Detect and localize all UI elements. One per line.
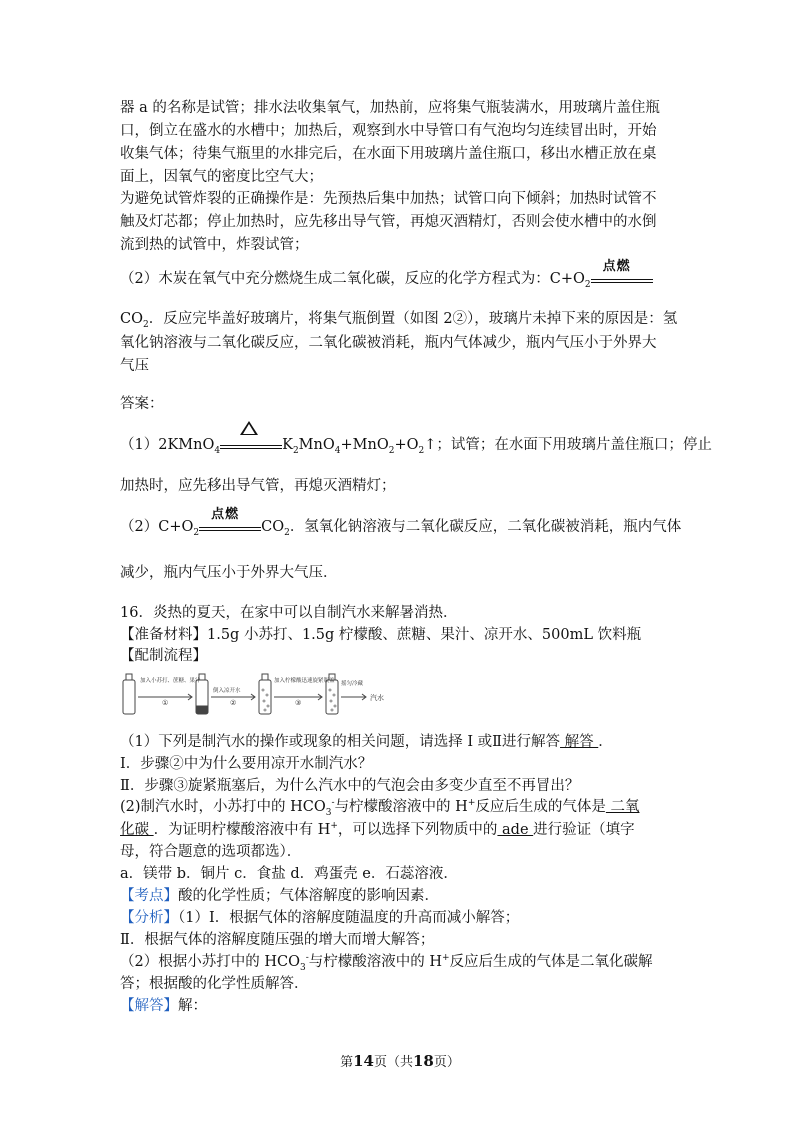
bottle-cap-icon (126, 674, 132, 680)
step2-label: ② (230, 699, 237, 707)
text-line: $CO_2$．反应完毕盖好玻璃片，将集气瓶倒置（如图 2②），玻璃片未掉下来的原因是：氢 (120, 311, 678, 330)
bottle-icon (123, 680, 135, 714)
step3-label: ③ (295, 699, 302, 707)
text-line: 收集气体；待集气瓶里的水排完后，在水面下用玻璃片盖住瓶口，移出水槽正放在桌 (120, 146, 657, 162)
fenxi-line: 【分析】（1）Ⅰ．根据气体的溶解度随温度的升高而减小解答； (120, 910, 520, 926)
process-flow-diagram (120, 670, 395, 718)
text-line: 触及灯芯都；停止加热时，应先移出导气管，再熄灭酒精灯，否则会使水槽中的水倒 (120, 214, 657, 230)
heat-equals-sign (220, 435, 282, 455)
question-II: Ⅱ．步骤③旋紧瓶塞后，为什么汽水中的气泡会由多变少直至不再冒出？ (120, 778, 580, 794)
text-line: 母，符合题意的选项都选）． (120, 844, 302, 860)
jieda-label: 【解答】 (120, 998, 178, 1014)
text-line: （2）根据小苏打中的 $HCO_3^-$与柠檬酸溶液中的 H+反应后生成的气体是二氧化碳解 (120, 953, 653, 973)
total-pages: 18 (413, 1052, 434, 1070)
step2-note: 倒入凉开水 (213, 688, 241, 694)
text-line: 为避免试管炸裂的正确操作是：先预热后集中加热；试管口向下倾斜；加热时试管不 (120, 191, 657, 207)
answer-blank: 化碳 (120, 822, 154, 838)
page-footer: 第14页（共18页） (340, 1052, 460, 1070)
question-I: Ⅰ．步骤②中为什么要用凉开水制汽水？ (120, 756, 373, 772)
answer-label: 答案： (120, 396, 164, 412)
jieda-line: 【解答】解： (120, 998, 207, 1014)
ignite-equals-sign: 点燃 (591, 269, 653, 289)
text-line: 化碳 ．为证明柠檬酸溶液中有 H+，可以选择下列物质中的 ade 进行验证（填字 (120, 821, 635, 838)
step4-note: 摇匀冷藏 (341, 681, 364, 687)
kaodian-label: 【考点】 (120, 888, 178, 904)
text-line: 口，倒立在盛水的水槽中；加热后，观察到水中导管口有气泡均匀连续冒出时，开始 (120, 123, 657, 139)
answer-blank: 二氧 (605, 799, 640, 815)
text-line: 减少，瓶内气压小于外界大气压． (120, 565, 338, 581)
text-line: 气压 (120, 358, 149, 374)
text-line: 流到热的试管中，炸裂试管； (120, 237, 309, 253)
equation-line: （2）木炭在氧气中充分燃烧生成二氧化碳，反应的化学方程式为：$C+O_2$ 点燃 (120, 269, 653, 289)
step1-note: 加入小苏打、蔗糖、果汁 (140, 678, 201, 684)
question-16-1: （1）下列是制汽水的操作或现象的相关问题，请选择 I 或Ⅱ进行解答 解答 ． (120, 734, 613, 750)
materials-line: 【准备材料】1.5g 小苏打、1.5g 柠檬酸、蔗糖、果汁、凉开水、500mL 饮料瓶 (120, 627, 642, 643)
product-label: 汽水 (370, 694, 384, 702)
text-line: 答；根据酸的化学性质解答． (120, 976, 309, 992)
process-heading: 【配制流程】 (120, 648, 207, 664)
text-line: 面上，因氧气的密度比空气大； (120, 169, 323, 185)
fenxi-label: 【分析】 (120, 910, 178, 926)
step3-note: 加入柠檬酸迅速旋紧瓶盖 (274, 678, 335, 684)
ignite-equals-sign: 点燃 (199, 517, 261, 537)
answer-1-equation: （1）2KMnO$_4$ $K_2MnO_4+MnO_2+O_2↑$；试管；在水面下用玻璃片盖住瓶口；停止 (120, 435, 712, 455)
question-16: 16．炎热的夏天，在家中可以自制汽水来解暑消热． (120, 605, 458, 621)
answer-blank: ade (497, 822, 534, 838)
question-16-2: (2)制汽水时，小苏打中的 $HCO_3^-$与柠檬酸溶液中的 H+反应后生成的气体是 二氧 (120, 798, 640, 818)
options-line: a．镁带 b．铜片 c．食盐 d．鸡蛋壳 e．石蕊溶液． (120, 866, 458, 882)
text-line: 加热时，应先移出导气管，再熄灭酒精灯； (120, 478, 396, 494)
text-line: Ⅱ．根据气体的溶解度随压强的增大而增大解答； (120, 932, 435, 948)
kaodian-line: 【考点】酸的化学性质；气体溶解度的影响因素． (120, 888, 439, 904)
current-page: 14 (353, 1052, 374, 1070)
text-line: 器 a 的名称是试管；排水法收集氧气，加热前，应将集气瓶装满水，用玻璃片盖住瓶 (120, 100, 660, 116)
answer-blank: 解答 (560, 734, 599, 750)
step1-label: ① (162, 699, 169, 707)
text-line: 氧化钠溶液与二氧化碳反应，二氧化碳被消耗，瓶内气体减少，瓶内气压小于外界大 (120, 335, 657, 351)
triangle-heat-icon (240, 421, 258, 435)
answer-2-equation: $(2)C+O_2$ 点燃 $CO_2$．氢氧化钠溶液与二氧化碳反应，二氧化碳被消耗，瓶内气体 (120, 507, 682, 538)
